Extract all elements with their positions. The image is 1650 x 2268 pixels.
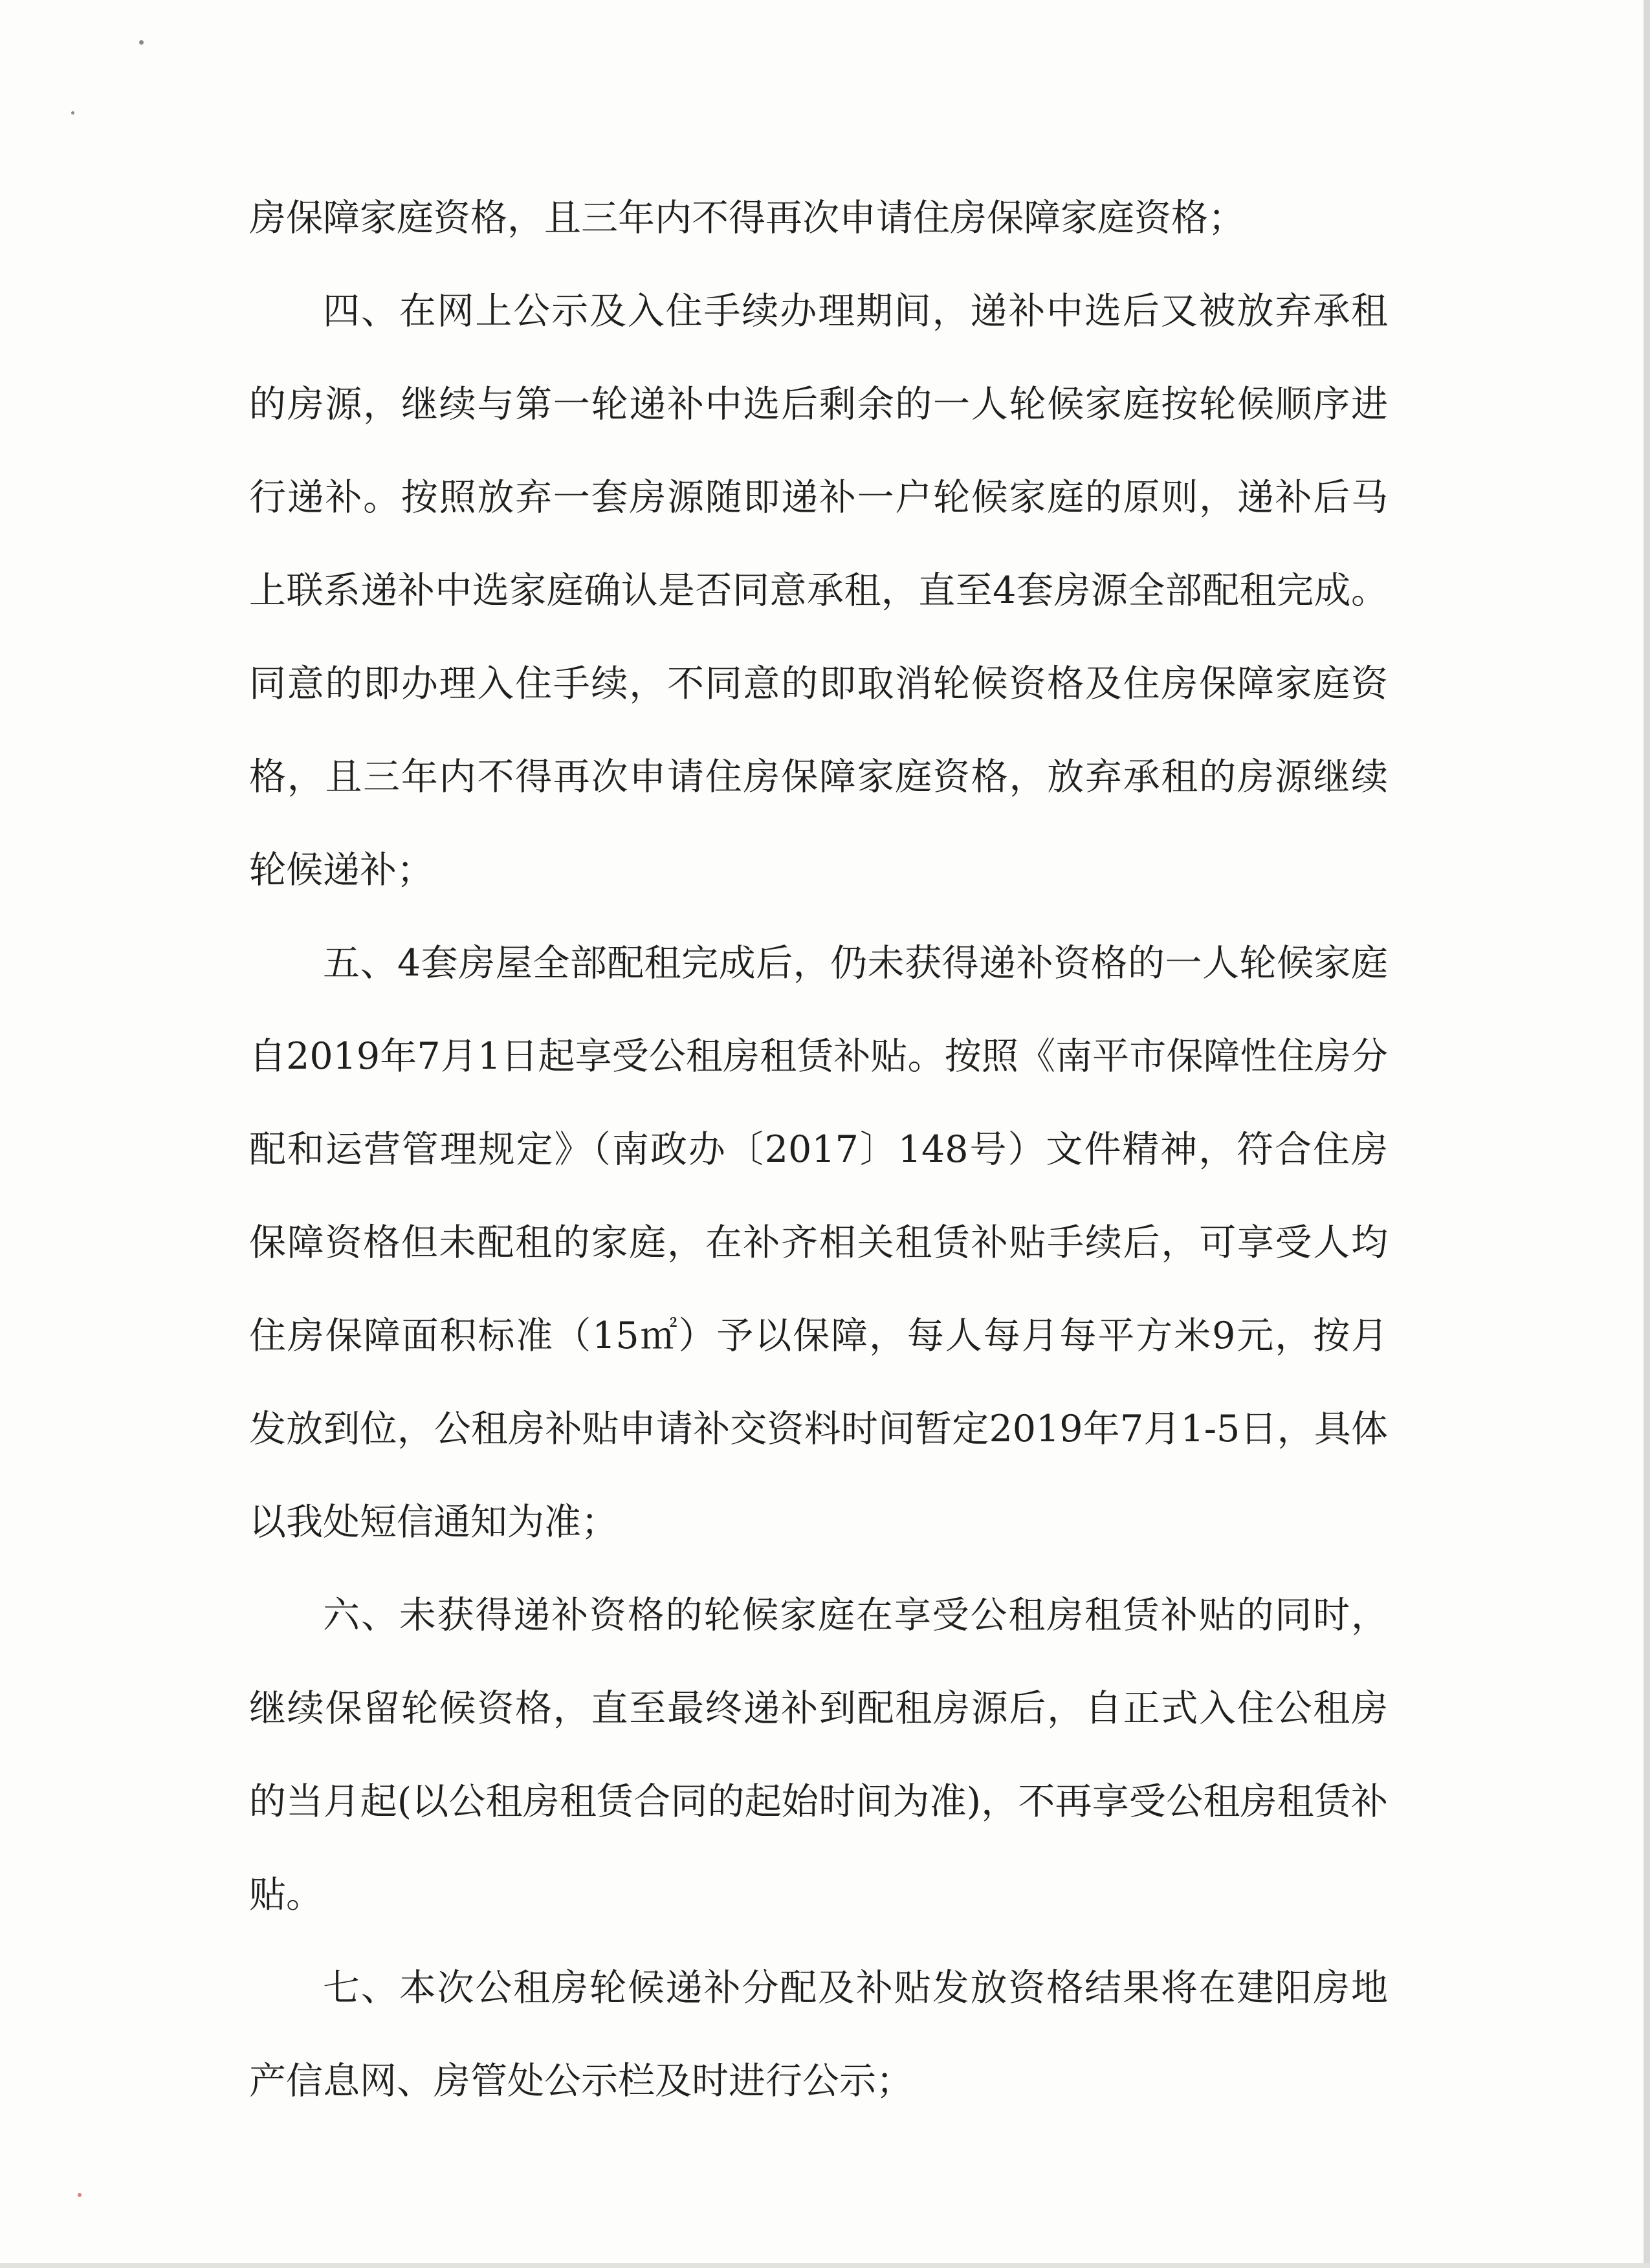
paragraph-item-4: 四、在网上公示及入住手续办理期间，递补中选后又被放弃承租的房源，继续与第一轮递补中选后剩余的一人轮候家庭按轮候顺序进行递补。按照放弃一套房源随即递补一户轮候家庭的原则，递补后马上联系递补中选家庭确认是否同意承租，直至4套房源全部配租完成。同意的即办理入住手续，不同意的即取消轮候资格及住房保障家庭资格，且三年内不得再次申请住房保障家庭资格，放弃承租的房源继续轮候递补； bbox=[249, 290, 1388, 891]
document-body bbox=[249, 171, 1388, 2128]
scan-edge-right bbox=[1644, 0, 1650, 2268]
scan-speck bbox=[139, 40, 144, 45]
paragraph-continued: 房保障家庭资格，且三年内不得再次申请住房保障家庭资格； bbox=[249, 197, 1245, 239]
paragraph-item-5: 五、4套房屋全部配租完成后，仍未获得递补资格的一人轮候家庭自2019年7月1日起享受公租房租赁补贴。按照《南平市保障性住房分配和运营管理规定》（南政办〔2017〕148号）文件精神，符合住房保障资格但未配租的家庭，在补齐相关租赁补贴手续后，可享受人均住房保障面积标准（15㎡）予以保障，每人每月每平方米9元，按月发放到位，公租房补贴申请补交资料时间暂定2019年7月1-5日，具体以我处短信通知为准； bbox=[249, 942, 1388, 1543]
scan-speck bbox=[71, 111, 74, 114]
scan-speck bbox=[78, 2193, 82, 2197]
paragraph-item-7: 七、本次公租房轮候递补分配及补贴发放资格结果将在建阳房地产信息网、房管处公示栏及时进行公示； bbox=[249, 1967, 1388, 2102]
paragraph-item-6: 六、未获得递补资格的轮候家庭在享受公租房租赁补贴的同时，继续保留轮候资格，直至最终递补到配租房源后，自正式入住公租房的当月起(以公租房租赁合同的起始时间为准)，不再享受公租房租赁补贴。 bbox=[249, 1594, 1388, 1916]
scan-edge-bottom bbox=[0, 2263, 1650, 2268]
